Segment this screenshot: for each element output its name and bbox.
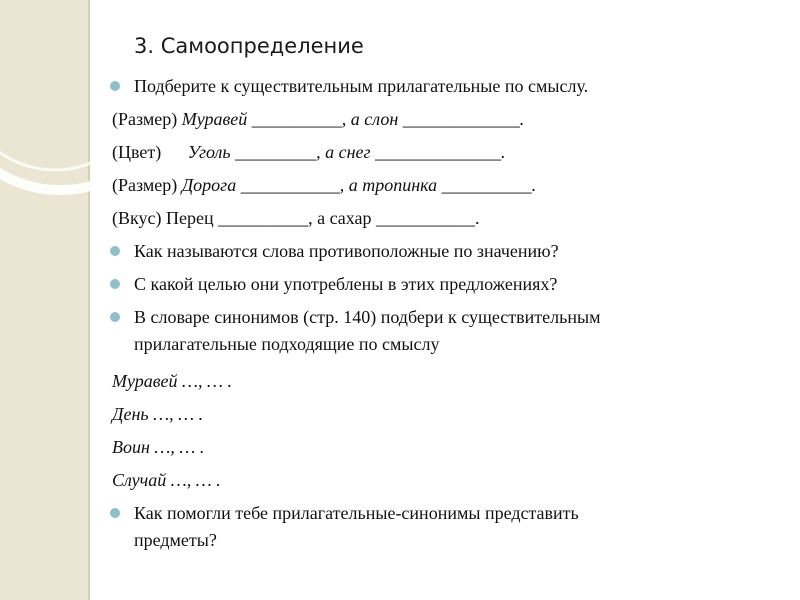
category-label: (Размер) xyxy=(112,109,178,129)
bullet xyxy=(110,279,120,289)
synonym-item: Воин …, … . xyxy=(112,437,205,457)
bullet xyxy=(110,312,120,322)
task-text-cont: прилагательные подходящие по смыслу xyxy=(134,334,440,354)
synonym-item: Муравей …, … . xyxy=(112,371,233,391)
exercise-text: Дорога ___________, а тропинка __________. xyxy=(181,175,537,195)
category-label: (Размер) xyxy=(112,175,178,195)
exercise-line-color xyxy=(112,141,506,163)
task-text: В словаре синонимов (стр. 140) подбери к существительным xyxy=(134,307,601,327)
bullet xyxy=(110,508,120,518)
question-text: С какой целью они употреблены в этих предложениях? xyxy=(134,274,558,294)
synonym-item: Случай …, … . xyxy=(112,470,221,490)
question-text-cont: предметы? xyxy=(134,530,217,550)
question-text: Как помогли тебе прилагательные-синонимы представить xyxy=(134,503,579,523)
side-divider xyxy=(88,0,90,600)
exercise-line-taste: (Вкус) Перец __________, а сахар ___________. xyxy=(112,208,480,228)
bullet xyxy=(110,246,120,256)
side-band xyxy=(0,0,88,600)
exercise-line-size xyxy=(112,108,524,130)
exercise-text: Уголь _________, а снег ______________. xyxy=(187,142,506,162)
slide-title: 3. Самоопределение xyxy=(134,34,364,58)
instruction-text: Подберите к существительным прилагательные по смыслу. xyxy=(134,76,589,96)
exercise-line-size-2 xyxy=(112,174,536,196)
exercise-text: Муравей __________, а слон _____________. xyxy=(181,109,525,129)
question-text: Как называются слова противоположные по значению? xyxy=(134,241,559,261)
category-label: (Цвет) xyxy=(112,142,162,162)
synonym-item: День …, … . xyxy=(112,404,204,424)
bullet xyxy=(110,81,120,91)
